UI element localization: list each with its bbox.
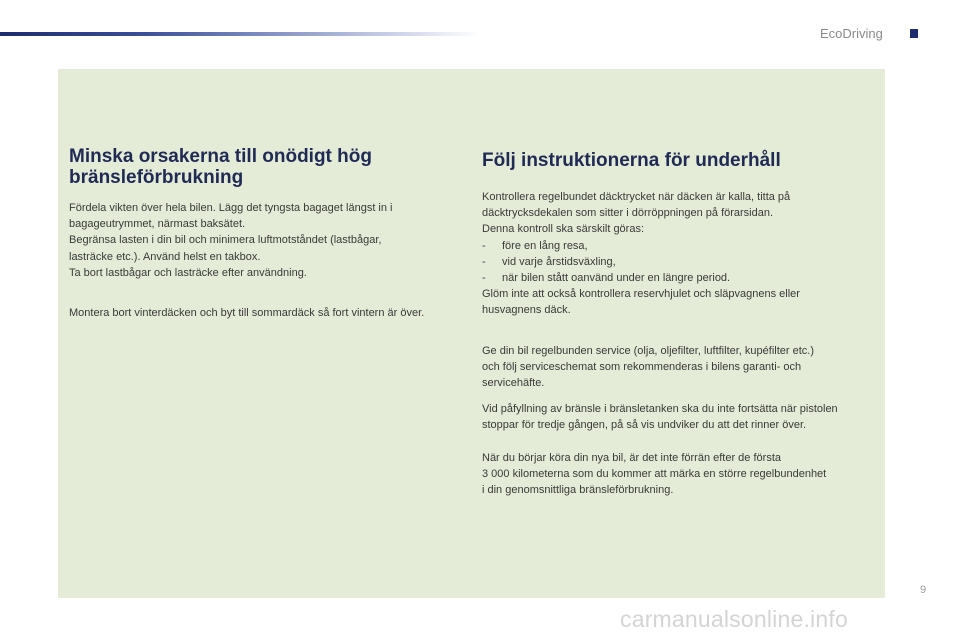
bullet-item (482, 254, 882, 270)
text-line: i din genomsnittliga bränsleförbrukning. (482, 484, 674, 497)
page-number: 9 (920, 584, 927, 596)
bullet-text: före en lång resa, (502, 239, 588, 252)
text-line: bagageutrymmet, närmast baksätet. (69, 218, 246, 231)
left-heading-line: Minska orsakerna till onödigt hög (69, 146, 372, 167)
text-line: servicehäfte. (482, 377, 545, 390)
refuelling-paragraph (482, 401, 882, 433)
section-marker (910, 29, 918, 38)
load-advice-paragraph (69, 200, 469, 281)
bullet-dash: - (482, 272, 486, 285)
text-line: Begränsa lasten i din bil och minimera luftmotståndet (lastbågar, (69, 234, 382, 247)
bullet-dash: - (482, 255, 486, 268)
watermark: carmanualsonline.info (620, 606, 848, 632)
service-paragraph (482, 343, 882, 392)
bullet-text: när bilen stått oanvänd under en längre period. (502, 272, 731, 285)
left-heading-line: bränsleförbrukning (69, 167, 244, 188)
text-line: Ge din bil regelbunden service (olja, oljefilter, luftfilter, kupéfilter etc.) (482, 344, 814, 357)
text-line: Ta bort lastbågar och lasträcke efter användning. (69, 266, 307, 279)
bullet-dash: - (482, 239, 486, 252)
left-heading (69, 146, 469, 188)
header-accent-bar (0, 32, 480, 36)
text-line: och följ serviceschemat som rekommenderas i bilens garanti- och (482, 360, 802, 373)
text-line: Montera bort vinterdäcken och byt till sommardäck så fort vintern är över. (69, 307, 425, 320)
section-title: EcoDriving (820, 26, 883, 41)
text-line: husvagnens däck. (482, 304, 571, 317)
text-line: Kontrollera regelbundet däcktrycket när däcken är kalla, titta på (482, 191, 791, 203)
tyre-pressure-paragraph (482, 189, 882, 319)
running-in-paragraph (482, 450, 882, 499)
right-heading: Följ instruktionerna för underhåll (482, 150, 781, 171)
bullet-text: vid varje årstidsväxling, (502, 255, 616, 268)
text-line: Fördela vikten över hela bilen. Lägg det tyngsta bagaget längst in i (69, 202, 393, 214)
bullet-item (482, 238, 882, 254)
text-line: Denna kontroll ska särskilt göras: (482, 223, 645, 236)
right-column (482, 146, 882, 498)
text-line: Glöm inte att också kontrollera reservhjulet och släpvagnens eller (482, 288, 800, 301)
tyre-swap-paragraph (69, 305, 469, 321)
text-line: 3 000 kilometerna som du kommer att märka en större regelbundenhet (482, 467, 827, 480)
text-line: När du börjar köra din nya bil, är det inte förrän efter de första (482, 451, 781, 464)
left-column (69, 146, 469, 321)
text-line: Vid påfyllning av bränsle i bränsletanken ska du inte fortsätta när pistolen (482, 403, 838, 416)
text-line: däcktrycksdekalen som sitter i dörröppningen på förarsidan. (482, 207, 774, 220)
text-line: stoppar för tredje gången, på så vis undviker du att det rinner över. (482, 419, 807, 432)
text-line: lasträcke etc.). Använd helst en takbox. (69, 250, 261, 263)
bullet-item (482, 270, 882, 286)
